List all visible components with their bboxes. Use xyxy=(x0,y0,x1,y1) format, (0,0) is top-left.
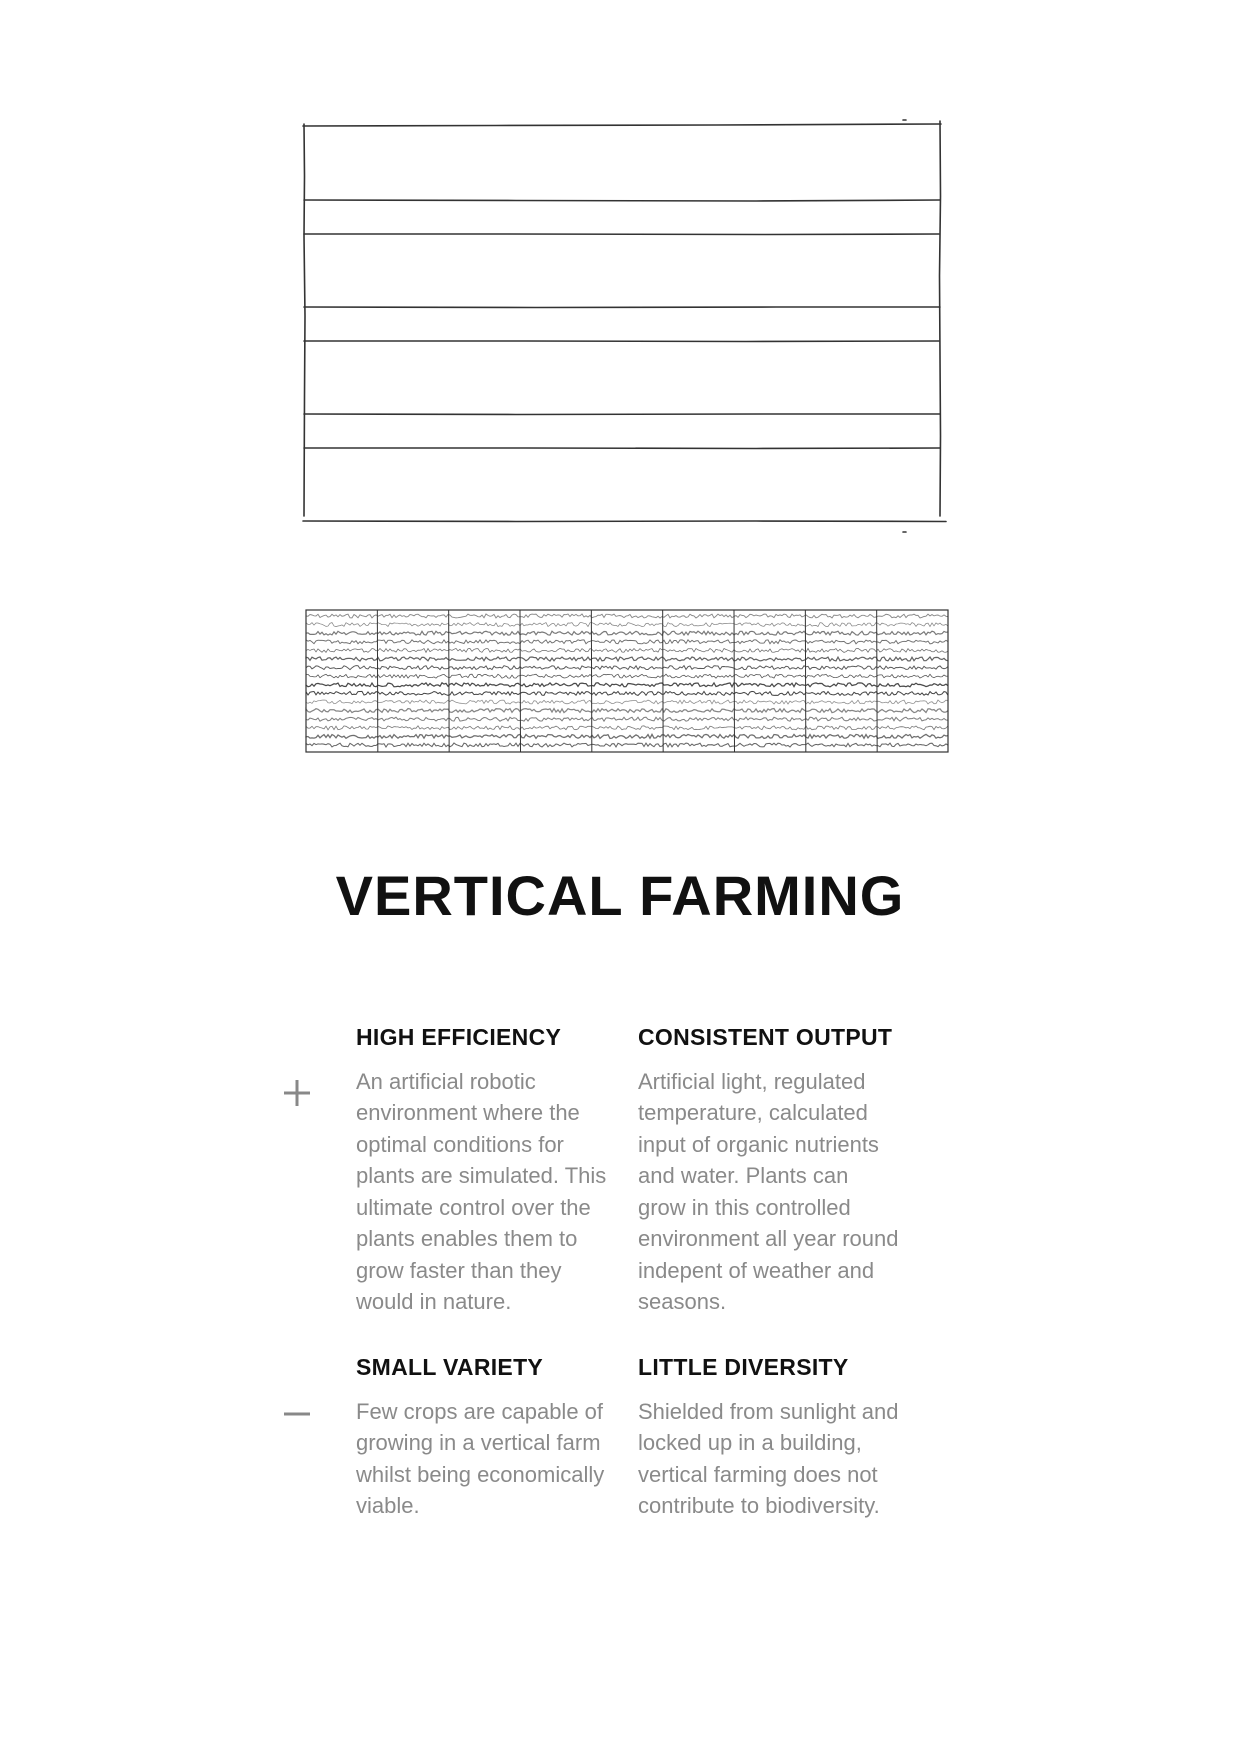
plan-divider xyxy=(377,610,378,752)
pro-body: An artificial robotic environment where the optimal conditions for plants are simulated. This ultimate control over the plants enables them to grow faster than they would in nature. xyxy=(356,1068,607,1315)
planting-row xyxy=(306,700,948,704)
planting-row xyxy=(306,614,948,618)
con-heading: SMALL VARIETY xyxy=(356,1354,544,1380)
planting-row xyxy=(306,648,948,652)
minus-icon xyxy=(280,1397,314,1431)
planting-row xyxy=(306,666,948,670)
planting-row xyxy=(306,631,948,635)
con-body: Few crops are capable of growing in a vertical farm whilst being economically viable. xyxy=(356,1398,605,1519)
vertical-farm-plan-sketch xyxy=(300,606,960,766)
pro-body: Artificial light, regulated temperature, calculated input of organic nutrients and water. Plants can grow in this controlled environment all year round indepent of weather and seasons. xyxy=(638,1068,899,1315)
planting-row xyxy=(306,640,948,644)
planting-row xyxy=(306,743,948,747)
pro-high-efficiency xyxy=(356,1024,618,1318)
plus-icon xyxy=(280,1076,314,1110)
pro-heading: CONSISTENT OUTPUT xyxy=(638,1024,893,1050)
planting-row xyxy=(306,717,948,721)
plan-divider xyxy=(805,610,806,752)
pro-heading: HIGH EFFICIENCY xyxy=(356,1024,562,1050)
con-body: Shielded from sunlight and locked up in a building, vertical farming does not contribute to biodiversity. xyxy=(638,1398,899,1519)
plan-divider xyxy=(449,610,450,752)
planting-row xyxy=(306,683,948,687)
planting-row xyxy=(306,691,948,695)
planting-row xyxy=(306,674,948,678)
plan-divider xyxy=(877,610,878,752)
plan-divider xyxy=(520,610,521,752)
planting-row xyxy=(306,709,948,713)
page-title: VERTICAL FARMING xyxy=(335,864,905,927)
planting-row xyxy=(306,734,948,738)
con-small-variety xyxy=(356,1354,618,1522)
pro-consistent-output xyxy=(638,1024,900,1318)
con-heading: LITTLE DIVERSITY xyxy=(638,1354,849,1380)
planting-row xyxy=(306,623,948,627)
vertical-farm-elevation-sketch xyxy=(296,116,956,536)
plan-divider xyxy=(734,610,735,752)
con-little-diversity xyxy=(638,1354,900,1522)
planting-row xyxy=(306,726,948,730)
plan-divider xyxy=(663,610,664,752)
planting-row xyxy=(306,657,948,661)
